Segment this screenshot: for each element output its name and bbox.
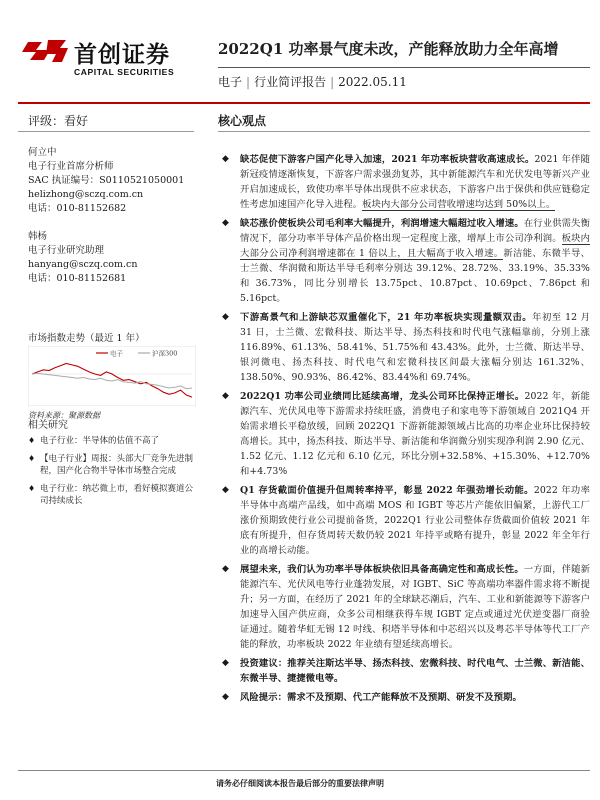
analyst-phone: 电话：010-81152681	[28, 273, 127, 284]
view-text: 年初至 12 月 31 日，士兰微、宏微科技、斯达半导、扬杰科技和时代电气涨幅靠前，分别上涨 116.89%、61.13%、58.41%、51.75%和 43.43%。此外，士兰微、斯达半导、银河微电、扬杰科技、时代电气和宏微科技区间最大涨幅分别达 161.32%、138.50%、90.93%、86.42%、83.44%和 69.74%。	[240, 312, 590, 383]
legal-notice: 请务必仔细阅读本报告最后部分的重要法律声明	[216, 778, 384, 788]
footer-divider	[18, 770, 590, 771]
core-views-content	[218, 152, 590, 709]
bullet-icon: ◆	[222, 312, 230, 322]
view-heading: 缺芯促使下游客户国产化导入加速，2021 年功率板块营收高速成长。	[240, 154, 535, 165]
related-research	[28, 416, 196, 513]
view-highlight: 板块内大部分公司营收增速均达到 50%以上。	[362, 199, 556, 210]
market-index-chart	[28, 330, 196, 421]
title-divider	[218, 67, 590, 68]
view-heading: 展望未来，我们认为功率半导体板块依旧具备高确定性和高成长性。	[240, 564, 524, 575]
view-heading: 2022Q1 功率公司业绩同比延续高增，龙头公司环比保持正增长。	[240, 391, 525, 402]
bullet-icon: ◆	[222, 218, 230, 228]
report-date: 2022.05.11	[338, 75, 407, 89]
analyst-title: 电子行业研究助理	[28, 245, 105, 256]
right-divider	[218, 131, 590, 132]
related-item[interactable]: ♦ 电子行业：纳芯微上市，看好模拟赛道公司持续成长	[28, 483, 196, 507]
left-divider	[18, 131, 194, 132]
analyst-sac: SAC 执证编号：S0110521050001	[28, 175, 185, 186]
title-block	[218, 38, 590, 90]
related-item[interactable]: ♦ 电子行业：半导体的估值不高了	[28, 435, 196, 447]
view-highlight: 板块内大部分公司净利润增速都在 1 倍以上，且大幅高于收入增速。	[240, 233, 590, 259]
bullet-icon: ◆	[222, 154, 230, 164]
view-paragraph-5	[218, 483, 590, 558]
view-heading: Q1 存货截面价值提升但周转率持平，彰显 2022 年强劲增长动能。	[240, 485, 534, 496]
legend-label-electronics: 电子	[110, 349, 123, 358]
chart-canvas	[28, 346, 196, 406]
view-text: 新洁能、东微半导、士兰微、华润微和斯达半导毛利率分别达 39.12%、28.72%、33.19%、35.33%和 36.73%，同比分别增长 13.75pct、10.87pct、10.69pct、7.86pct 和 5.16pct。	[240, 248, 590, 304]
logo-text-cn: 首创证券	[74, 42, 170, 68]
separator: |	[246, 75, 251, 89]
bullet-icon: ◆	[222, 658, 230, 668]
rating-label: 评级：	[28, 114, 65, 128]
analyst-info	[28, 146, 196, 300]
view-heading: 下游高景气和上游缺芯双重催化下，21 年功率板块实现量额双击。	[240, 312, 533, 323]
related-item[interactable]: ♦ 【电子行业】周报：头部大厂竞争先进制程，国产化合物半导体市场整合完成	[28, 453, 196, 477]
view-paragraph-3	[218, 310, 590, 385]
bullet-icon: ◆	[222, 485, 230, 495]
rating-value: 看好	[64, 114, 89, 128]
view-text: 2022 年功率半导体中高端产品线，如中高端 MOS 和 IGBT 等芯片产能依旧偏紧，上游代工厂涨价预期致使行业公司提前备货，2022Q1 行业公司整体存货截面价值较 2021 年底有所提升，但存货周转天数仍较 2021 年持平或略有提升，彰显 2022 年全年行业的高增长动能。	[240, 485, 590, 556]
view-text: 在行业供需失衡情况下，部分功率半导体产品价格出现一定程度上涨，增厚上市公司净利润。	[240, 218, 590, 244]
analyst-2	[28, 230, 196, 286]
view-paragraph-2	[218, 216, 590, 306]
company-logo	[22, 36, 202, 82]
header-red-rule	[18, 102, 590, 104]
logo-text-en: CAPITAL SECURITIES	[74, 67, 175, 77]
core-views-title: 核心观点	[218, 114, 267, 128]
view-text: 一方面，伴随新能源汽车、光伏风电等行业蓬勃发展，对 IGBT、SiC 等高端功率器件需求将不断提升；另一方面，在经历了 2021 年的全球缺芯潮后，汽车、工业和新能源等下游客户加速导入国产供应商，众多公司相继获得车规 IGBT 定点或通过光伏逆变器厂商验证通过。随着华虹无锡 12 吋线、积塔半导体和中芯绍兴以及粤芯半导体等代工厂产能的释放，功率板块 2022 年业绩有望延续高增长。	[240, 564, 590, 650]
chart-source: 资料来源：聚源数据	[28, 411, 100, 420]
analyst-name: 韩杨	[28, 231, 48, 242]
analyst-name: 何立中	[28, 147, 57, 158]
view-text: 2022 年，新能源汽车、光伏风电等下游需求持续旺盛，消费电子和家电等下游领域自 2021Q4 开始需求增长平稳放缓，回顾 2022Q1 下游新能源领域占比高的功率企业环比保持较高增长。其中，扬杰科技、斯达半导、新洁能和华润微分别实现净利润 2.90 亿元、1.52 亿元、1.12 亿元和 6.10 亿元，环比分别+32.58%、+15.30%、+12.70%和+4.73%	[240, 391, 591, 477]
bullet-icon: ◆	[222, 692, 230, 702]
report-title: 2022Q1 功率景气度未改，产能释放助力全年高增	[218, 40, 559, 58]
view-text: 2021 年伴随新冠疫情逐渐恢复，下游客户需求强劲复苏，其中新能源汽车和光伏发电等新兴产业开启加速成长，致使功率半导体出现供不应求状态，下游客户出于保供和供应链稳定性考虑加速国产化导入进程。	[240, 154, 590, 210]
view-paragraph-4	[218, 389, 590, 479]
industry-label: 电子	[218, 75, 243, 89]
report-subtitle	[218, 73, 590, 90]
separator: |	[330, 75, 335, 89]
view-paragraph-1	[218, 152, 590, 212]
analyst-phone: 电话：010-81152682	[28, 203, 127, 214]
analyst-1	[28, 146, 196, 216]
view-paragraph-8	[218, 690, 590, 705]
related-title: 相关研究	[28, 420, 68, 431]
risk-warning: 风险提示：需求不及预期、代工产能释放不及预期、研发不及预期。	[240, 692, 522, 703]
view-paragraph-6	[218, 562, 590, 652]
view-paragraph-7	[218, 656, 590, 686]
view-heading: 缺芯涨价使板块公司毛利率大幅提升，利润增速大幅超过收入增速。	[240, 218, 524, 229]
related-list	[28, 435, 196, 507]
legend-label-csi300: 沪深300	[152, 349, 178, 358]
bullet-icon: ◆	[222, 391, 230, 401]
report-type: 行业简评报告	[254, 75, 327, 89]
analyst-title: 电子行业首席分析师	[28, 161, 114, 172]
bullet-icon: ◆	[222, 564, 230, 574]
analyst-email[interactable]: hanyang@sczq.com.cn	[28, 259, 138, 270]
analyst-email[interactable]: helizhong@sczq.com.cn	[28, 189, 144, 200]
investment-advice: 投资建议：推荐关注斯达半导、扬杰科技、宏微科技、时代电气、士兰微、新洁能、东微半导、捷捷微电等。	[240, 658, 590, 684]
chart-title: 市场指数走势（最近 1 年）	[28, 333, 145, 344]
logo-mark-icon	[22, 38, 68, 64]
rating	[28, 112, 88, 129]
